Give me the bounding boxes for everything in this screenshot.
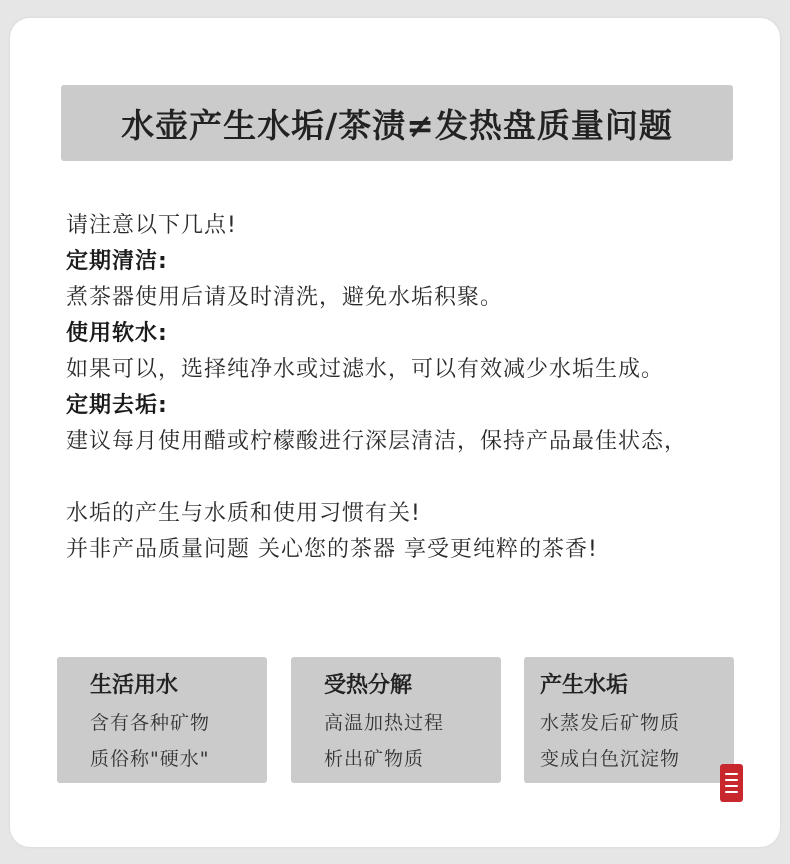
info-box-title: 产生水垢 xyxy=(540,673,629,698)
red-seal-stamp-icon xyxy=(720,764,743,802)
info-box-daily-water xyxy=(57,657,267,783)
info-box-title: 生活用水 xyxy=(90,673,179,698)
notice-text xyxy=(66,208,766,568)
spacer xyxy=(66,460,766,496)
info-box-line: 析出矿物质 xyxy=(324,748,425,770)
info-box-line: 高温加热过程 xyxy=(324,712,445,734)
tip-regular-cleaning: 煮茶器使用后请及时清洗，避免水垢积聚。 xyxy=(66,285,504,310)
info-box-heat-decomposition xyxy=(291,657,501,783)
info-box-line: 含有各种矿物 xyxy=(90,712,211,734)
notice-intro: 请注意以下几点! xyxy=(66,213,237,238)
tip-soft-water: 如果可以，选择纯净水或过滤水，可以有效减少水垢生成。 xyxy=(66,357,665,382)
info-box-title: 受热分解 xyxy=(324,673,413,698)
heading-regular-cleaning: 定期清洁: xyxy=(66,249,168,274)
info-box-scale-forms xyxy=(524,657,734,783)
closing-line-2: 并非产品质量问题 关心您的茶器 享受更纯粹的茶香! xyxy=(66,537,598,562)
heading-descaling: 定期去垢: xyxy=(66,393,168,418)
info-box-line: 质俗称"硬水" xyxy=(90,748,210,770)
heading-soft-water: 使用软水: xyxy=(66,321,168,346)
info-box-line: 变成白色沉淀物 xyxy=(540,748,681,770)
closing-line-1: 水垢的产生与水质和使用习惯有关! xyxy=(66,501,421,526)
banner-title: 水壶产生水垢/茶渍≠发热盘质量问题 xyxy=(61,85,733,161)
tip-descaling: 建议每月使用醋或柠檬酸进行深层清洁，保持产品最佳状态， xyxy=(66,429,688,454)
info-box-line: 水蒸发后矿物质 xyxy=(540,712,681,734)
